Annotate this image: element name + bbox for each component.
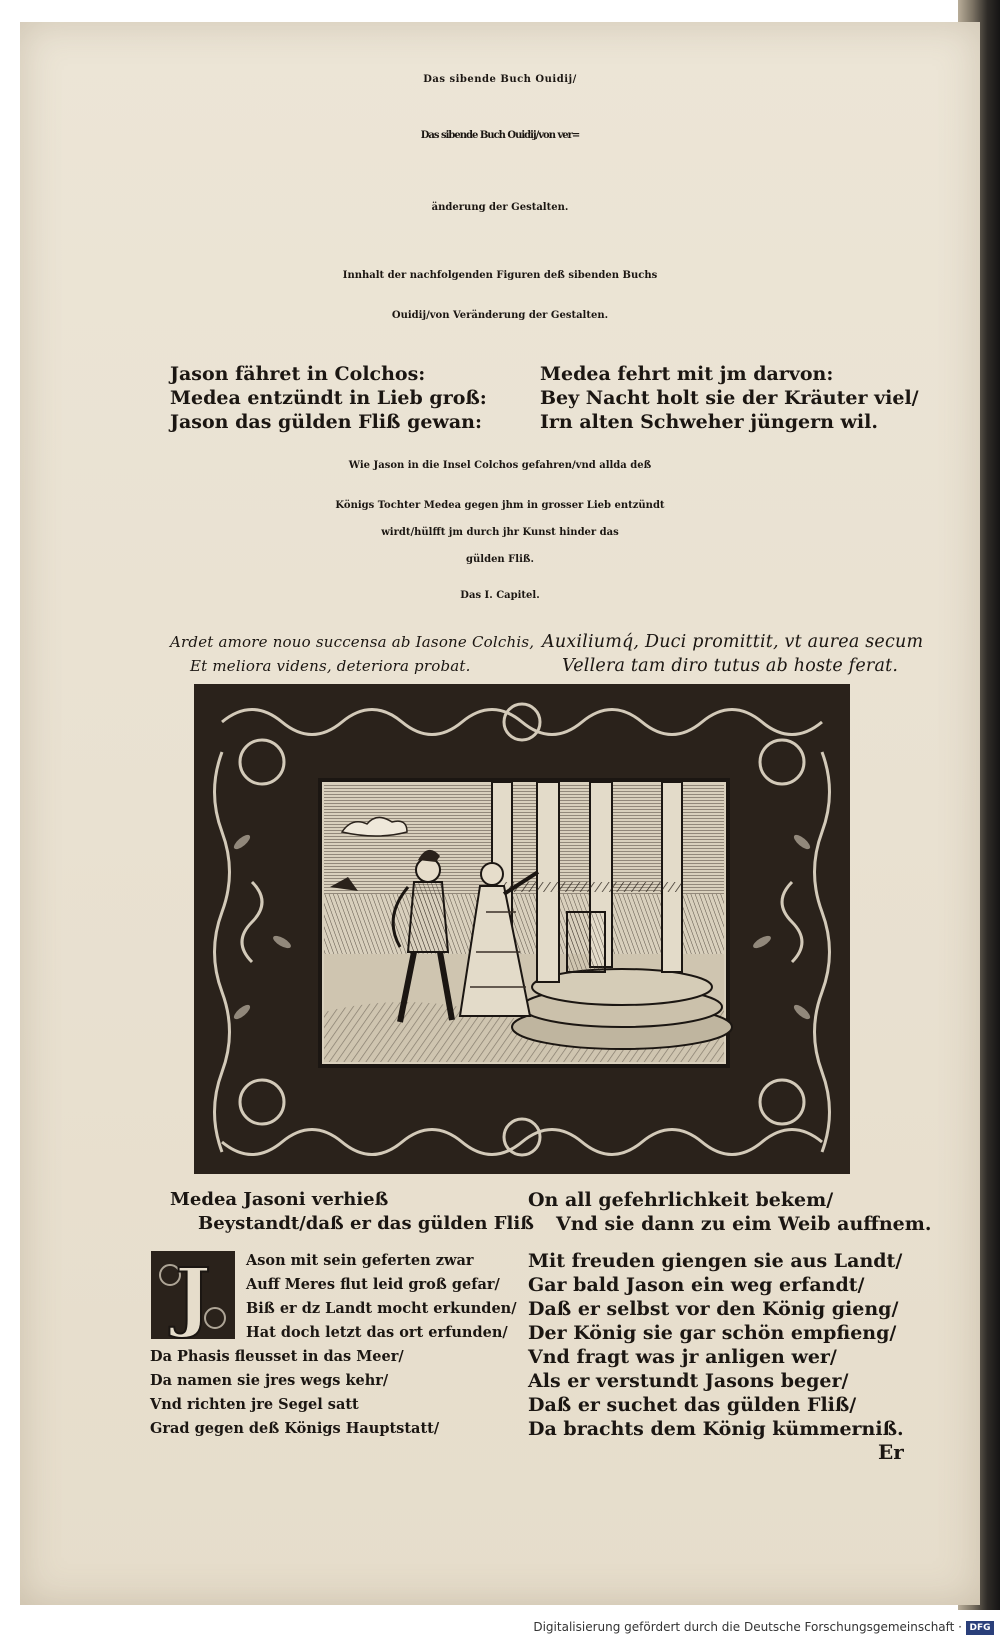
body-verse-left <box>150 1249 517 1441</box>
running-head: Das sibende Buch Ouidij/ <box>423 74 577 85</box>
contents-verse-left <box>170 362 487 434</box>
svg-text:J: J <box>175 1251 211 1340</box>
verse-line: On all gefehrlichkeit bekem/ <box>528 1189 834 1211</box>
verse-line: Der König sie gar schön empfieng/ <box>528 1322 897 1344</box>
verse-line: Auff Meres flut leid groß gefar/ <box>246 1276 500 1293</box>
woodcut-illustration <box>192 682 852 1176</box>
verse-line: Jason fähret in Colchos: <box>170 363 426 385</box>
latin-epigraph-left <box>170 630 534 678</box>
verse-line: Gar bald Jason ein weg erfandt/ <box>528 1274 865 1296</box>
verse-line: Biß er dz Landt mocht erkunden/ <box>246 1300 517 1317</box>
verse-line: Beystandt/daß er das gülden Fliß <box>198 1213 534 1234</box>
contents-heading-line-1: Innhalt der nachfolgenden Figuren deß sibenden Buchs <box>342 270 658 281</box>
latin-line: Auxiliumq́, Duci promittit, vt aurea secum <box>542 632 924 652</box>
verse-line: Hat doch letzt das ort erfunden/ <box>246 1324 508 1341</box>
verse-line: Bey Nacht holt sie der Kräuter viel/ <box>540 387 919 409</box>
verse-line: Irn alten Schweher jüngern wil. <box>540 411 878 433</box>
verse-line: Daß er suchet das gülden Fliß/ <box>528 1394 857 1416</box>
latin-line: Vellera tam diro tutus ab hoste ferat. <box>562 656 899 676</box>
digitization-footer <box>0 1611 1000 1641</box>
verse-line: Medea entzündt in Lieb groß: <box>170 387 487 409</box>
verse-line: Da brachts dem König kümmerniß. <box>528 1418 904 1440</box>
dfg-logo: DFG <box>966 1621 994 1635</box>
footer-credit: Digitalisierung gefördert durch die Deutsche Forschungsgemeinschaft · <box>533 1620 962 1634</box>
body-verse-right <box>528 1249 904 1441</box>
catchword: Er <box>878 1440 904 1464</box>
verse-line: Ason mit sein geferten zwar <box>246 1252 474 1269</box>
latin-line: Et meliora videns, deteriora probat. <box>190 657 471 675</box>
verse-line: Grad gegen deß Königs Hauptstatt/ <box>150 1420 440 1437</box>
chapter-heading-line-4: gülden Fliß. <box>466 554 534 565</box>
book-page <box>20 22 980 1605</box>
verse-line: Daß er selbst vor den König gieng/ <box>528 1298 899 1320</box>
contents-heading-line-2: Ouidij/von Veränderung der Gestalten. <box>391 310 609 321</box>
main-title-line-2: änderung der Gestalten. <box>431 202 569 213</box>
verse-line: Medea Jasoni verhieß <box>170 1189 389 1210</box>
chapter-heading-line-3: wirdt/hülfft jm durch jhr Kunst hinder das <box>381 527 619 538</box>
verse-line: Vnd richten jre Segel satt <box>150 1396 359 1413</box>
verse-line: Jason das gülden Fliß gewan: <box>170 411 482 433</box>
verse-line: Als er verstundt Jasons beger/ <box>528 1370 849 1392</box>
chapter-heading-line-1: Wie Jason in die Insel Colchos gefahren/vnd allda deß <box>348 460 652 471</box>
verse-line: Da Phasis fleusset in das Meer/ <box>150 1348 404 1365</box>
contents-verse-right <box>540 362 919 434</box>
main-title-line-1: Das sibende Buch Ouidij/von ver= <box>420 130 580 141</box>
chapter-heading-line-2: Königs Tochter Medea gegen jhm in grosser Lieb entzündt <box>335 500 665 511</box>
verse-line: Medea fehrt mit jm darvon: <box>540 363 834 385</box>
verse-line: Da namen sie jres wegs kehr/ <box>150 1372 389 1389</box>
verse-line: Mit freuden giengen sie aus Landt/ <box>528 1250 903 1272</box>
latin-epigraph-right <box>542 630 923 678</box>
caption-verse-left <box>170 1188 534 1236</box>
verse-line: Vnd fragt was jr anligen wer/ <box>528 1346 837 1368</box>
caption-verse-right <box>528 1188 932 1236</box>
chapter-label: Das I. Capitel. <box>460 590 540 601</box>
latin-line: Ardet amore nouo succensa ab Iasone Colchis, <box>170 633 535 651</box>
verse-line: Vnd sie dann zu eim Weib auffnem. <box>556 1213 932 1235</box>
